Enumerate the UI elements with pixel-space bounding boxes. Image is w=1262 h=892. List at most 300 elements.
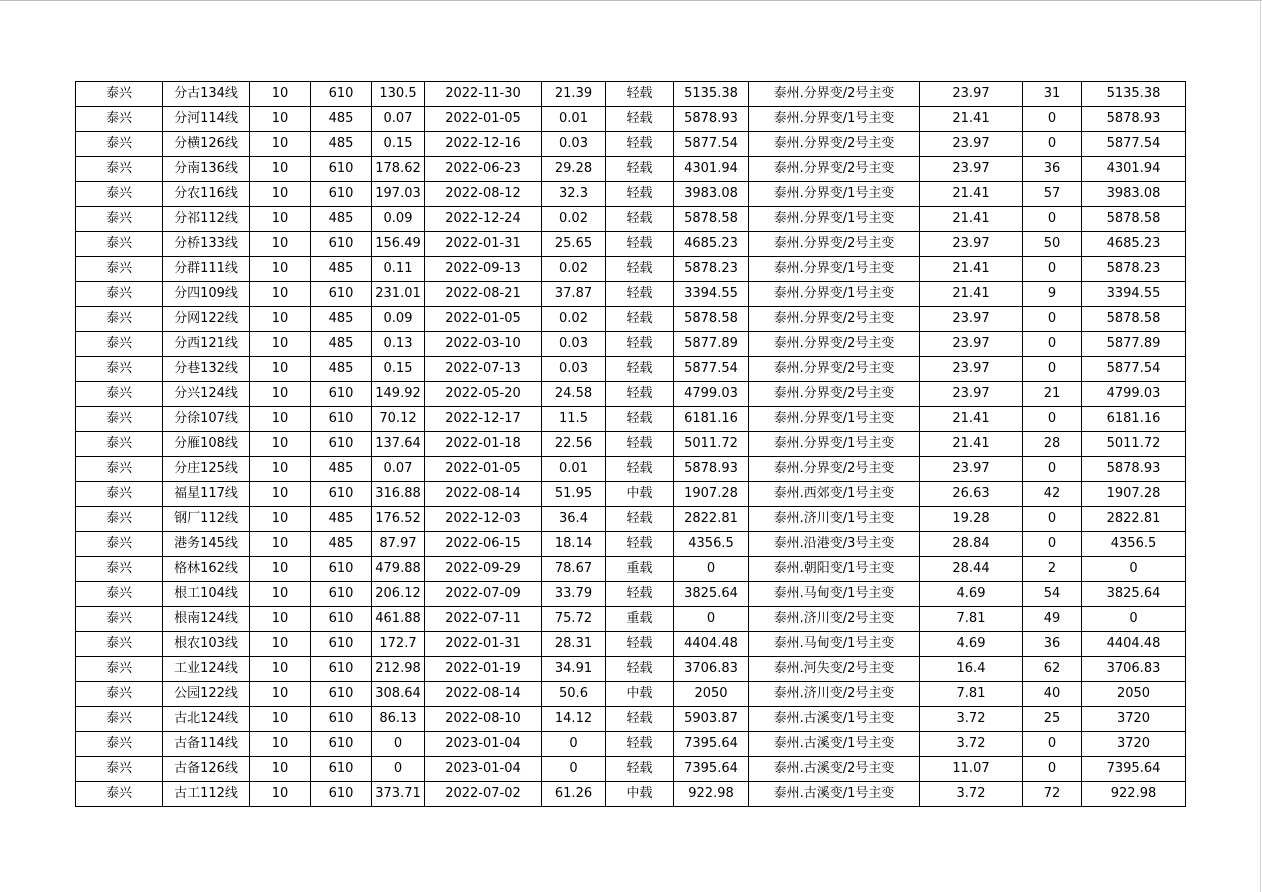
transfer-capacity-cell: 3825.64 bbox=[1082, 582, 1186, 607]
transformer-load-rate-cell: 19.28 bbox=[920, 507, 1023, 532]
max-current-cell: 231.01 bbox=[372, 282, 425, 307]
date-cell: 2023-01-04 bbox=[425, 732, 542, 757]
load-rate-cell: 36.4 bbox=[542, 507, 606, 532]
date-cell: 2022-01-05 bbox=[425, 307, 542, 332]
available-capacity-cell: 2050 bbox=[674, 682, 749, 707]
line-name-cell: 分雁108线 bbox=[163, 432, 250, 457]
transformer-load-rate-cell: 3.72 bbox=[920, 732, 1023, 757]
transfer-capacity-cell: 0 bbox=[1082, 557, 1186, 582]
county-cell: 泰兴 bbox=[76, 557, 163, 582]
transfer-capacity-cell: 5877.89 bbox=[1082, 332, 1186, 357]
rated-current-cell: 485 bbox=[311, 132, 372, 157]
user-count-cell: 0 bbox=[1023, 357, 1082, 382]
rated-current-cell: 485 bbox=[311, 507, 372, 532]
load-rate-cell: 0 bbox=[542, 757, 606, 782]
rated-current-cell: 610 bbox=[311, 232, 372, 257]
load-rate-cell: 29.28 bbox=[542, 157, 606, 182]
load-rate-cell: 37.87 bbox=[542, 282, 606, 307]
load-rate-cell: 0.01 bbox=[542, 107, 606, 132]
date-cell: 2022-07-11 bbox=[425, 607, 542, 632]
line-name-cell: 分徐107线 bbox=[163, 407, 250, 432]
date-cell: 2022-12-16 bbox=[425, 132, 542, 157]
substation-transformer-cell: 泰州.分界变/2号主变 bbox=[749, 382, 920, 407]
table-row bbox=[76, 257, 1186, 282]
county-cell: 泰兴 bbox=[76, 632, 163, 657]
load-status-cell: 轻载 bbox=[606, 732, 674, 757]
max-current-cell: 86.13 bbox=[372, 707, 425, 732]
county-cell: 泰兴 bbox=[76, 232, 163, 257]
table-row bbox=[76, 282, 1186, 307]
available-capacity-cell: 4799.03 bbox=[674, 382, 749, 407]
available-capacity-cell: 5877.54 bbox=[674, 132, 749, 157]
date-cell: 2022-12-03 bbox=[425, 507, 542, 532]
rated-current-cell: 610 bbox=[311, 557, 372, 582]
substation-transformer-cell: 泰州.分界变/2号主变 bbox=[749, 457, 920, 482]
voltage-cell: 10 bbox=[250, 657, 311, 682]
user-count-cell: 9 bbox=[1023, 282, 1082, 307]
transformer-load-rate-cell: 3.72 bbox=[920, 707, 1023, 732]
voltage-cell: 10 bbox=[250, 232, 311, 257]
rated-current-cell: 610 bbox=[311, 482, 372, 507]
rated-current-cell: 610 bbox=[311, 632, 372, 657]
max-current-cell: 0.07 bbox=[372, 457, 425, 482]
voltage-cell: 10 bbox=[250, 357, 311, 382]
date-cell: 2023-01-04 bbox=[425, 757, 542, 782]
transformer-load-rate-cell: 16.4 bbox=[920, 657, 1023, 682]
available-capacity-cell: 3706.83 bbox=[674, 657, 749, 682]
substation-transformer-cell: 泰州.分界变/2号主变 bbox=[749, 132, 920, 157]
transformer-load-rate-cell: 21.41 bbox=[920, 282, 1023, 307]
county-cell: 泰兴 bbox=[76, 207, 163, 232]
load-status-cell: 轻载 bbox=[606, 432, 674, 457]
county-cell: 泰兴 bbox=[76, 507, 163, 532]
load-status-cell: 轻载 bbox=[606, 457, 674, 482]
rated-current-cell: 610 bbox=[311, 382, 372, 407]
transformer-load-rate-cell: 11.07 bbox=[920, 757, 1023, 782]
available-capacity-cell: 3983.08 bbox=[674, 182, 749, 207]
date-cell: 2022-07-02 bbox=[425, 782, 542, 807]
table-row bbox=[76, 107, 1186, 132]
substation-transformer-cell: 泰州.古溪变/1号主变 bbox=[749, 707, 920, 732]
transformer-load-rate-cell: 7.81 bbox=[920, 607, 1023, 632]
county-cell: 泰兴 bbox=[76, 82, 163, 107]
feeder-load-table bbox=[75, 81, 1186, 807]
load-status-cell: 中载 bbox=[606, 782, 674, 807]
date-cell: 2022-08-21 bbox=[425, 282, 542, 307]
user-count-cell: 36 bbox=[1023, 632, 1082, 657]
transformer-load-rate-cell: 21.41 bbox=[920, 257, 1023, 282]
rated-current-cell: 610 bbox=[311, 657, 372, 682]
user-count-cell: 36 bbox=[1023, 157, 1082, 182]
rated-current-cell: 610 bbox=[311, 782, 372, 807]
rated-current-cell: 485 bbox=[311, 332, 372, 357]
user-count-cell: 0 bbox=[1023, 107, 1082, 132]
county-cell: 泰兴 bbox=[76, 682, 163, 707]
date-cell: 2022-07-13 bbox=[425, 357, 542, 382]
substation-transformer-cell: 泰州.古溪变/1号主变 bbox=[749, 732, 920, 757]
voltage-cell: 10 bbox=[250, 482, 311, 507]
date-cell: 2022-06-23 bbox=[425, 157, 542, 182]
substation-transformer-cell: 泰州.分界变/1号主变 bbox=[749, 282, 920, 307]
page-right-edge bbox=[1260, 0, 1261, 892]
rated-current-cell: 485 bbox=[311, 257, 372, 282]
available-capacity-cell: 7395.64 bbox=[674, 757, 749, 782]
line-name-cell: 分西121线 bbox=[163, 332, 250, 357]
load-rate-cell: 0.03 bbox=[542, 357, 606, 382]
max-current-cell: 197.03 bbox=[372, 182, 425, 207]
user-count-cell: 28 bbox=[1023, 432, 1082, 457]
load-status-cell: 轻载 bbox=[606, 382, 674, 407]
line-name-cell: 工业124线 bbox=[163, 657, 250, 682]
max-current-cell: 172.7 bbox=[372, 632, 425, 657]
voltage-cell: 10 bbox=[250, 82, 311, 107]
date-cell: 2022-07-09 bbox=[425, 582, 542, 607]
substation-transformer-cell: 泰州.分界变/2号主变 bbox=[749, 357, 920, 382]
user-count-cell: 57 bbox=[1023, 182, 1082, 207]
table-row bbox=[76, 757, 1186, 782]
rated-current-cell: 610 bbox=[311, 82, 372, 107]
date-cell: 2022-12-24 bbox=[425, 207, 542, 232]
substation-transformer-cell: 泰州.分界变/2号主变 bbox=[749, 332, 920, 357]
transfer-capacity-cell: 5878.58 bbox=[1082, 307, 1186, 332]
line-name-cell: 分群111线 bbox=[163, 257, 250, 282]
county-cell: 泰兴 bbox=[76, 482, 163, 507]
date-cell: 2022-03-10 bbox=[425, 332, 542, 357]
max-current-cell: 0.13 bbox=[372, 332, 425, 357]
voltage-cell: 10 bbox=[250, 182, 311, 207]
county-cell: 泰兴 bbox=[76, 607, 163, 632]
load-rate-cell: 18.14 bbox=[542, 532, 606, 557]
max-current-cell: 212.98 bbox=[372, 657, 425, 682]
transformer-load-rate-cell: 21.41 bbox=[920, 182, 1023, 207]
load-rate-cell: 25.65 bbox=[542, 232, 606, 257]
county-cell: 泰兴 bbox=[76, 457, 163, 482]
voltage-cell: 10 bbox=[250, 207, 311, 232]
voltage-cell: 10 bbox=[250, 307, 311, 332]
county-cell: 泰兴 bbox=[76, 332, 163, 357]
load-status-cell: 轻载 bbox=[606, 657, 674, 682]
county-cell: 泰兴 bbox=[76, 707, 163, 732]
date-cell: 2022-08-14 bbox=[425, 482, 542, 507]
load-rate-cell: 14.12 bbox=[542, 707, 606, 732]
load-rate-cell: 11.5 bbox=[542, 407, 606, 432]
transfer-capacity-cell: 2050 bbox=[1082, 682, 1186, 707]
voltage-cell: 10 bbox=[250, 532, 311, 557]
table-row bbox=[76, 132, 1186, 157]
transfer-capacity-cell: 5011.72 bbox=[1082, 432, 1186, 457]
substation-transformer-cell: 泰州.济川变/2号主变 bbox=[749, 682, 920, 707]
county-cell: 泰兴 bbox=[76, 657, 163, 682]
load-status-cell: 中载 bbox=[606, 682, 674, 707]
voltage-cell: 10 bbox=[250, 782, 311, 807]
user-count-cell: 25 bbox=[1023, 707, 1082, 732]
load-status-cell: 轻载 bbox=[606, 282, 674, 307]
transfer-capacity-cell: 4404.48 bbox=[1082, 632, 1186, 657]
transfer-capacity-cell: 1907.28 bbox=[1082, 482, 1186, 507]
transformer-load-rate-cell: 23.97 bbox=[920, 382, 1023, 407]
transfer-capacity-cell: 5135.38 bbox=[1082, 82, 1186, 107]
load-rate-cell: 61.26 bbox=[542, 782, 606, 807]
transfer-capacity-cell: 6181.16 bbox=[1082, 407, 1186, 432]
max-current-cell: 176.52 bbox=[372, 507, 425, 532]
transfer-capacity-cell: 5878.93 bbox=[1082, 457, 1186, 482]
user-count-cell: 0 bbox=[1023, 332, 1082, 357]
line-name-cell: 公园122线 bbox=[163, 682, 250, 707]
available-capacity-cell: 1907.28 bbox=[674, 482, 749, 507]
substation-transformer-cell: 泰州.分界变/1号主变 bbox=[749, 207, 920, 232]
available-capacity-cell: 7395.64 bbox=[674, 732, 749, 757]
date-cell: 2022-06-15 bbox=[425, 532, 542, 557]
voltage-cell: 10 bbox=[250, 132, 311, 157]
max-current-cell: 373.71 bbox=[372, 782, 425, 807]
transformer-load-rate-cell: 3.72 bbox=[920, 782, 1023, 807]
available-capacity-cell: 6181.16 bbox=[674, 407, 749, 432]
user-count-cell: 0 bbox=[1023, 407, 1082, 432]
voltage-cell: 10 bbox=[250, 707, 311, 732]
load-status-cell: 中载 bbox=[606, 482, 674, 507]
rated-current-cell: 485 bbox=[311, 357, 372, 382]
available-capacity-cell: 5878.58 bbox=[674, 207, 749, 232]
user-count-cell: 0 bbox=[1023, 457, 1082, 482]
load-status-cell: 轻载 bbox=[606, 407, 674, 432]
table-row bbox=[76, 582, 1186, 607]
substation-transformer-cell: 泰州.分界变/2号主变 bbox=[749, 307, 920, 332]
line-name-cell: 分祁112线 bbox=[163, 207, 250, 232]
available-capacity-cell: 5877.89 bbox=[674, 332, 749, 357]
county-cell: 泰兴 bbox=[76, 432, 163, 457]
load-rate-cell: 78.67 bbox=[542, 557, 606, 582]
user-count-cell: 50 bbox=[1023, 232, 1082, 257]
substation-transformer-cell: 泰州.分界变/1号主变 bbox=[749, 182, 920, 207]
available-capacity-cell: 4685.23 bbox=[674, 232, 749, 257]
load-status-cell: 重载 bbox=[606, 607, 674, 632]
load-rate-cell: 50.6 bbox=[542, 682, 606, 707]
transformer-load-rate-cell: 23.97 bbox=[920, 157, 1023, 182]
line-name-cell: 古备114线 bbox=[163, 732, 250, 757]
rated-current-cell: 610 bbox=[311, 607, 372, 632]
rated-current-cell: 610 bbox=[311, 407, 372, 432]
max-current-cell: 0.07 bbox=[372, 107, 425, 132]
max-current-cell: 308.64 bbox=[372, 682, 425, 707]
available-capacity-cell: 5877.54 bbox=[674, 357, 749, 382]
rated-current-cell: 485 bbox=[311, 307, 372, 332]
load-status-cell: 轻载 bbox=[606, 532, 674, 557]
date-cell: 2022-01-05 bbox=[425, 457, 542, 482]
max-current-cell: 0 bbox=[372, 732, 425, 757]
county-cell: 泰兴 bbox=[76, 782, 163, 807]
voltage-cell: 10 bbox=[250, 107, 311, 132]
transfer-capacity-cell: 3394.55 bbox=[1082, 282, 1186, 307]
line-name-cell: 古工112线 bbox=[163, 782, 250, 807]
rated-current-cell: 485 bbox=[311, 207, 372, 232]
table-row bbox=[76, 382, 1186, 407]
table-row bbox=[76, 457, 1186, 482]
line-name-cell: 分网122线 bbox=[163, 307, 250, 332]
max-current-cell: 149.92 bbox=[372, 382, 425, 407]
max-current-cell: 0.09 bbox=[372, 207, 425, 232]
table-row bbox=[76, 682, 1186, 707]
table-row bbox=[76, 157, 1186, 182]
transformer-load-rate-cell: 4.69 bbox=[920, 582, 1023, 607]
substation-transformer-cell: 泰州.古溪变/1号主变 bbox=[749, 782, 920, 807]
available-capacity-cell: 4404.48 bbox=[674, 632, 749, 657]
voltage-cell: 10 bbox=[250, 157, 311, 182]
line-name-cell: 分农116线 bbox=[163, 182, 250, 207]
county-cell: 泰兴 bbox=[76, 282, 163, 307]
load-status-cell: 轻载 bbox=[606, 332, 674, 357]
user-count-cell: 0 bbox=[1023, 757, 1082, 782]
transformer-load-rate-cell: 28.84 bbox=[920, 532, 1023, 557]
voltage-cell: 10 bbox=[250, 282, 311, 307]
line-name-cell: 钢厂112线 bbox=[163, 507, 250, 532]
date-cell: 2022-08-10 bbox=[425, 707, 542, 732]
voltage-cell: 10 bbox=[250, 557, 311, 582]
county-cell: 泰兴 bbox=[76, 257, 163, 282]
date-cell: 2022-08-12 bbox=[425, 182, 542, 207]
substation-transformer-cell: 泰州.分界变/2号主变 bbox=[749, 157, 920, 182]
line-name-cell: 古备126线 bbox=[163, 757, 250, 782]
rated-current-cell: 610 bbox=[311, 282, 372, 307]
rated-current-cell: 610 bbox=[311, 182, 372, 207]
transfer-capacity-cell: 5877.54 bbox=[1082, 357, 1186, 382]
line-name-cell: 格林162线 bbox=[163, 557, 250, 582]
substation-transformer-cell: 泰州.分界变/2号主变 bbox=[749, 232, 920, 257]
voltage-cell: 10 bbox=[250, 582, 311, 607]
table-row bbox=[76, 307, 1186, 332]
county-cell: 泰兴 bbox=[76, 732, 163, 757]
table-row bbox=[76, 357, 1186, 382]
max-current-cell: 137.64 bbox=[372, 432, 425, 457]
user-count-cell: 0 bbox=[1023, 132, 1082, 157]
transformer-load-rate-cell: 23.97 bbox=[920, 457, 1023, 482]
available-capacity-cell: 2822.81 bbox=[674, 507, 749, 532]
transfer-capacity-cell: 922.98 bbox=[1082, 782, 1186, 807]
load-rate-cell: 75.72 bbox=[542, 607, 606, 632]
transfer-capacity-cell: 4356.5 bbox=[1082, 532, 1186, 557]
table-row bbox=[76, 632, 1186, 657]
load-status-cell: 轻载 bbox=[606, 357, 674, 382]
max-current-cell: 0 bbox=[372, 757, 425, 782]
page-top-edge bbox=[0, 0, 1262, 1]
user-count-cell: 31 bbox=[1023, 82, 1082, 107]
load-rate-cell: 32.3 bbox=[542, 182, 606, 207]
load-rate-cell: 22.56 bbox=[542, 432, 606, 457]
voltage-cell: 10 bbox=[250, 382, 311, 407]
load-status-cell: 轻载 bbox=[606, 707, 674, 732]
table-row bbox=[76, 207, 1186, 232]
voltage-cell: 10 bbox=[250, 432, 311, 457]
transformer-load-rate-cell: 21.41 bbox=[920, 407, 1023, 432]
user-count-cell: 54 bbox=[1023, 582, 1082, 607]
transformer-load-rate-cell: 28.44 bbox=[920, 557, 1023, 582]
transfer-capacity-cell: 4685.23 bbox=[1082, 232, 1186, 257]
available-capacity-cell: 4301.94 bbox=[674, 157, 749, 182]
load-status-cell: 轻载 bbox=[606, 82, 674, 107]
transfer-capacity-cell: 5877.54 bbox=[1082, 132, 1186, 157]
available-capacity-cell: 5878.93 bbox=[674, 107, 749, 132]
user-count-cell: 0 bbox=[1023, 532, 1082, 557]
substation-transformer-cell: 泰州.分界变/1号主变 bbox=[749, 107, 920, 132]
max-current-cell: 0.09 bbox=[372, 307, 425, 332]
line-name-cell: 根农103线 bbox=[163, 632, 250, 657]
available-capacity-cell: 5878.93 bbox=[674, 457, 749, 482]
date-cell: 2022-01-31 bbox=[425, 232, 542, 257]
line-name-cell: 根南124线 bbox=[163, 607, 250, 632]
date-cell: 2022-09-13 bbox=[425, 257, 542, 282]
transfer-capacity-cell: 3720 bbox=[1082, 707, 1186, 732]
transfer-capacity-cell: 5878.23 bbox=[1082, 257, 1186, 282]
substation-transformer-cell: 泰州.马甸变/1号主变 bbox=[749, 582, 920, 607]
voltage-cell: 10 bbox=[250, 407, 311, 432]
load-rate-cell: 0.03 bbox=[542, 332, 606, 357]
transfer-capacity-cell: 2822.81 bbox=[1082, 507, 1186, 532]
load-status-cell: 轻载 bbox=[606, 582, 674, 607]
county-cell: 泰兴 bbox=[76, 182, 163, 207]
max-current-cell: 178.62 bbox=[372, 157, 425, 182]
table-row bbox=[76, 707, 1186, 732]
load-rate-cell: 28.31 bbox=[542, 632, 606, 657]
load-status-cell: 轻载 bbox=[606, 182, 674, 207]
available-capacity-cell: 0 bbox=[674, 607, 749, 632]
available-capacity-cell: 5878.23 bbox=[674, 257, 749, 282]
user-count-cell: 49 bbox=[1023, 607, 1082, 632]
voltage-cell: 10 bbox=[250, 257, 311, 282]
county-cell: 泰兴 bbox=[76, 132, 163, 157]
user-count-cell: 0 bbox=[1023, 257, 1082, 282]
table-row bbox=[76, 607, 1186, 632]
table-row bbox=[76, 532, 1186, 557]
load-status-cell: 轻载 bbox=[606, 232, 674, 257]
load-status-cell: 轻载 bbox=[606, 507, 674, 532]
user-count-cell: 0 bbox=[1023, 307, 1082, 332]
rated-current-cell: 610 bbox=[311, 732, 372, 757]
county-cell: 泰兴 bbox=[76, 532, 163, 557]
transfer-capacity-cell: 4301.94 bbox=[1082, 157, 1186, 182]
rated-current-cell: 485 bbox=[311, 532, 372, 557]
user-count-cell: 0 bbox=[1023, 507, 1082, 532]
voltage-cell: 10 bbox=[250, 757, 311, 782]
available-capacity-cell: 5903.87 bbox=[674, 707, 749, 732]
load-status-cell: 轻载 bbox=[606, 307, 674, 332]
load-status-cell: 轻载 bbox=[606, 207, 674, 232]
substation-transformer-cell: 泰州.马甸变/1号主变 bbox=[749, 632, 920, 657]
user-count-cell: 0 bbox=[1023, 732, 1082, 757]
transformer-load-rate-cell: 4.69 bbox=[920, 632, 1023, 657]
rated-current-cell: 485 bbox=[311, 107, 372, 132]
load-status-cell: 轻载 bbox=[606, 157, 674, 182]
max-current-cell: 461.88 bbox=[372, 607, 425, 632]
date-cell: 2022-11-30 bbox=[425, 82, 542, 107]
table-row bbox=[76, 557, 1186, 582]
transformer-load-rate-cell: 23.97 bbox=[920, 232, 1023, 257]
table-row bbox=[76, 407, 1186, 432]
transfer-capacity-cell: 0 bbox=[1082, 607, 1186, 632]
transfer-capacity-cell: 5878.58 bbox=[1082, 207, 1186, 232]
user-count-cell: 0 bbox=[1023, 207, 1082, 232]
table-row bbox=[76, 657, 1186, 682]
table-row bbox=[76, 507, 1186, 532]
line-name-cell: 古北124线 bbox=[163, 707, 250, 732]
transfer-capacity-cell: 3983.08 bbox=[1082, 182, 1186, 207]
user-count-cell: 72 bbox=[1023, 782, 1082, 807]
load-status-cell: 轻载 bbox=[606, 257, 674, 282]
load-rate-cell: 0.02 bbox=[542, 257, 606, 282]
line-name-cell: 分河114线 bbox=[163, 107, 250, 132]
load-rate-cell: 0 bbox=[542, 732, 606, 757]
available-capacity-cell: 922.98 bbox=[674, 782, 749, 807]
county-cell: 泰兴 bbox=[76, 107, 163, 132]
date-cell: 2022-05-20 bbox=[425, 382, 542, 407]
